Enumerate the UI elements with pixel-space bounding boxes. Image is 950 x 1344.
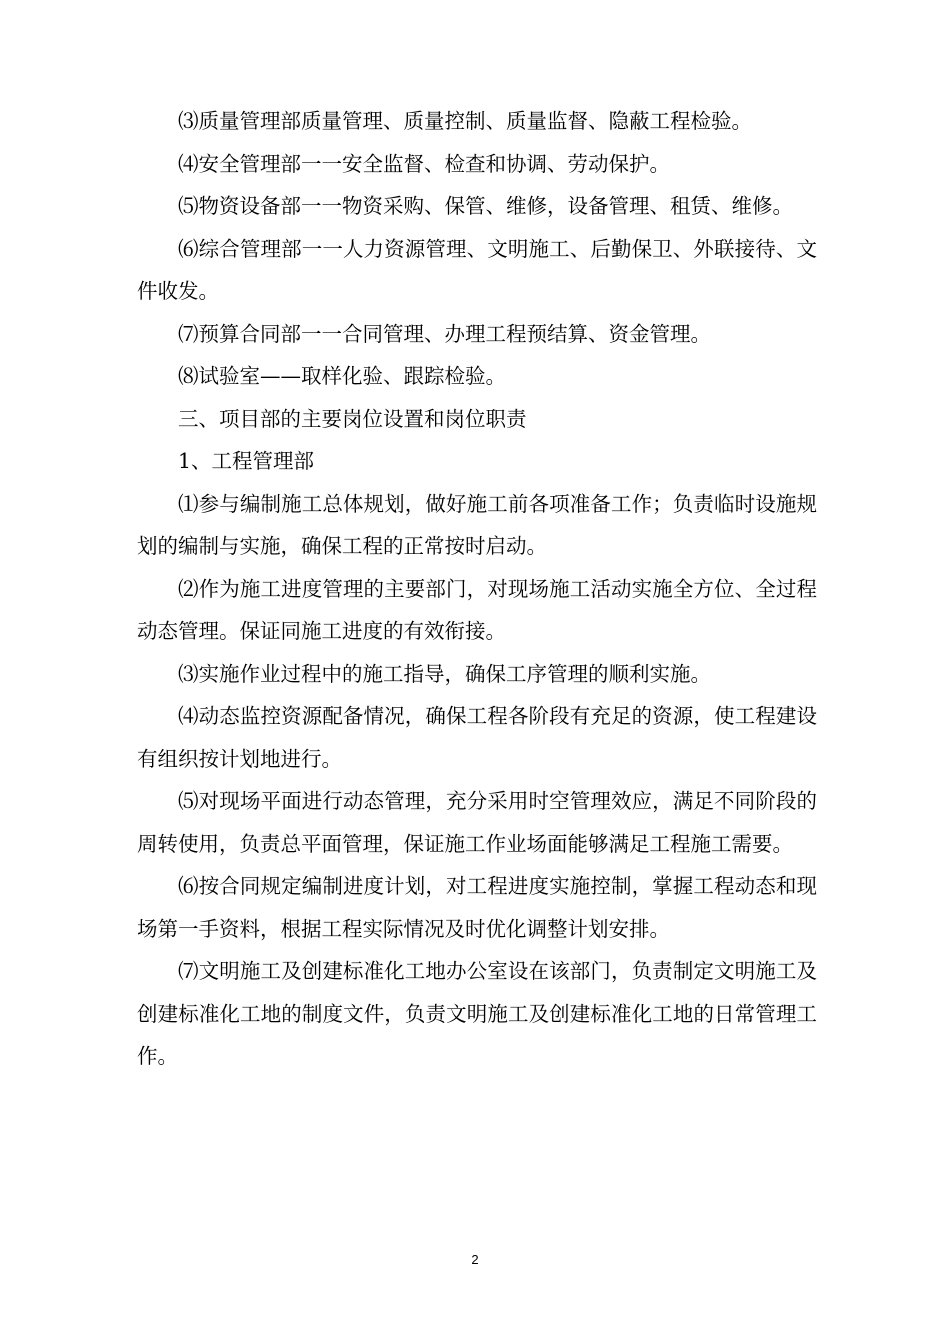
paragraph-duty-5: ⑸对现场平面进行动态管理，充分采用时空管理效应，满足不同阶段的周转使用，负责总平面管理，保证施工作业场面能够满足工程施工需要。 [137, 789, 817, 856]
paragraph-duty-6: ⑹按合同规定编制进度计划，对工程进度实施控制，掌握工程动态和现场第一手资料，根据工程实际情况及时优化调整计划安排。 [137, 874, 817, 941]
page-number: 2 [471, 1252, 479, 1267]
paragraph-duty-4: ⑷动态监控资源配备情况，确保工程各阶段有充足的资源，使工程建设有组织按计划地进行。 [137, 704, 817, 771]
document-body [137, 100, 817, 1078]
paragraph-general-admin-dept: ⑹综合管理部一一人力资源管理、文明施工、后勤保卫、外联接待、文件收发。 [137, 236, 817, 303]
paragraph-safety-dept: ⑷安全管理部一一安全监督、检查和协调、劳动保护。 [178, 151, 670, 176]
section-heading-positions: 三、项目部的主要岗位设置和岗位职责 [178, 406, 527, 431]
paragraph-materials-dept: ⑸物资设备部一一物资采购、保管、维修，设备管理、租赁、维修。 [178, 194, 793, 218]
paragraph-duty-1: ⑴参与编制施工总体规划，做好施工前各项准备工作；负责临时设施规划的编制与实施，确保工程的正常按时启动。 [137, 491, 817, 558]
paragraph-duty-2: ⑵作为施工进度管理的主要部门，对现场施工活动实施全方位、全过程动态管理。保证同施工进度的有效衔接。 [137, 576, 817, 643]
subsection-heading-engineering-dept: 1、工程管理部 [178, 449, 315, 473]
paragraph-budget-contract-dept: ⑺预算合同部一一合同管理、办理工程预结算、资金管理。 [178, 321, 711, 346]
paragraph-laboratory: ⑻试验室——取样化验、跟踪检验。 [178, 364, 506, 388]
paragraph-duty-7: ⑺文明施工及创建标准化工地办公室设在该部门，负责制定文明施工及创建标准化工地的制度文件，负责文明施工及创建标准化工地的日常管理工作。 [137, 959, 817, 1068]
paragraph-duty-3: ⑶实施作业过程中的施工指导，确保工序管理的顺利实施。 [178, 661, 711, 686]
paragraph-quality-dept: ⑶质量管理部质量管理、质量控制、质量监督、隐蔽工程检验。 [178, 109, 752, 133]
